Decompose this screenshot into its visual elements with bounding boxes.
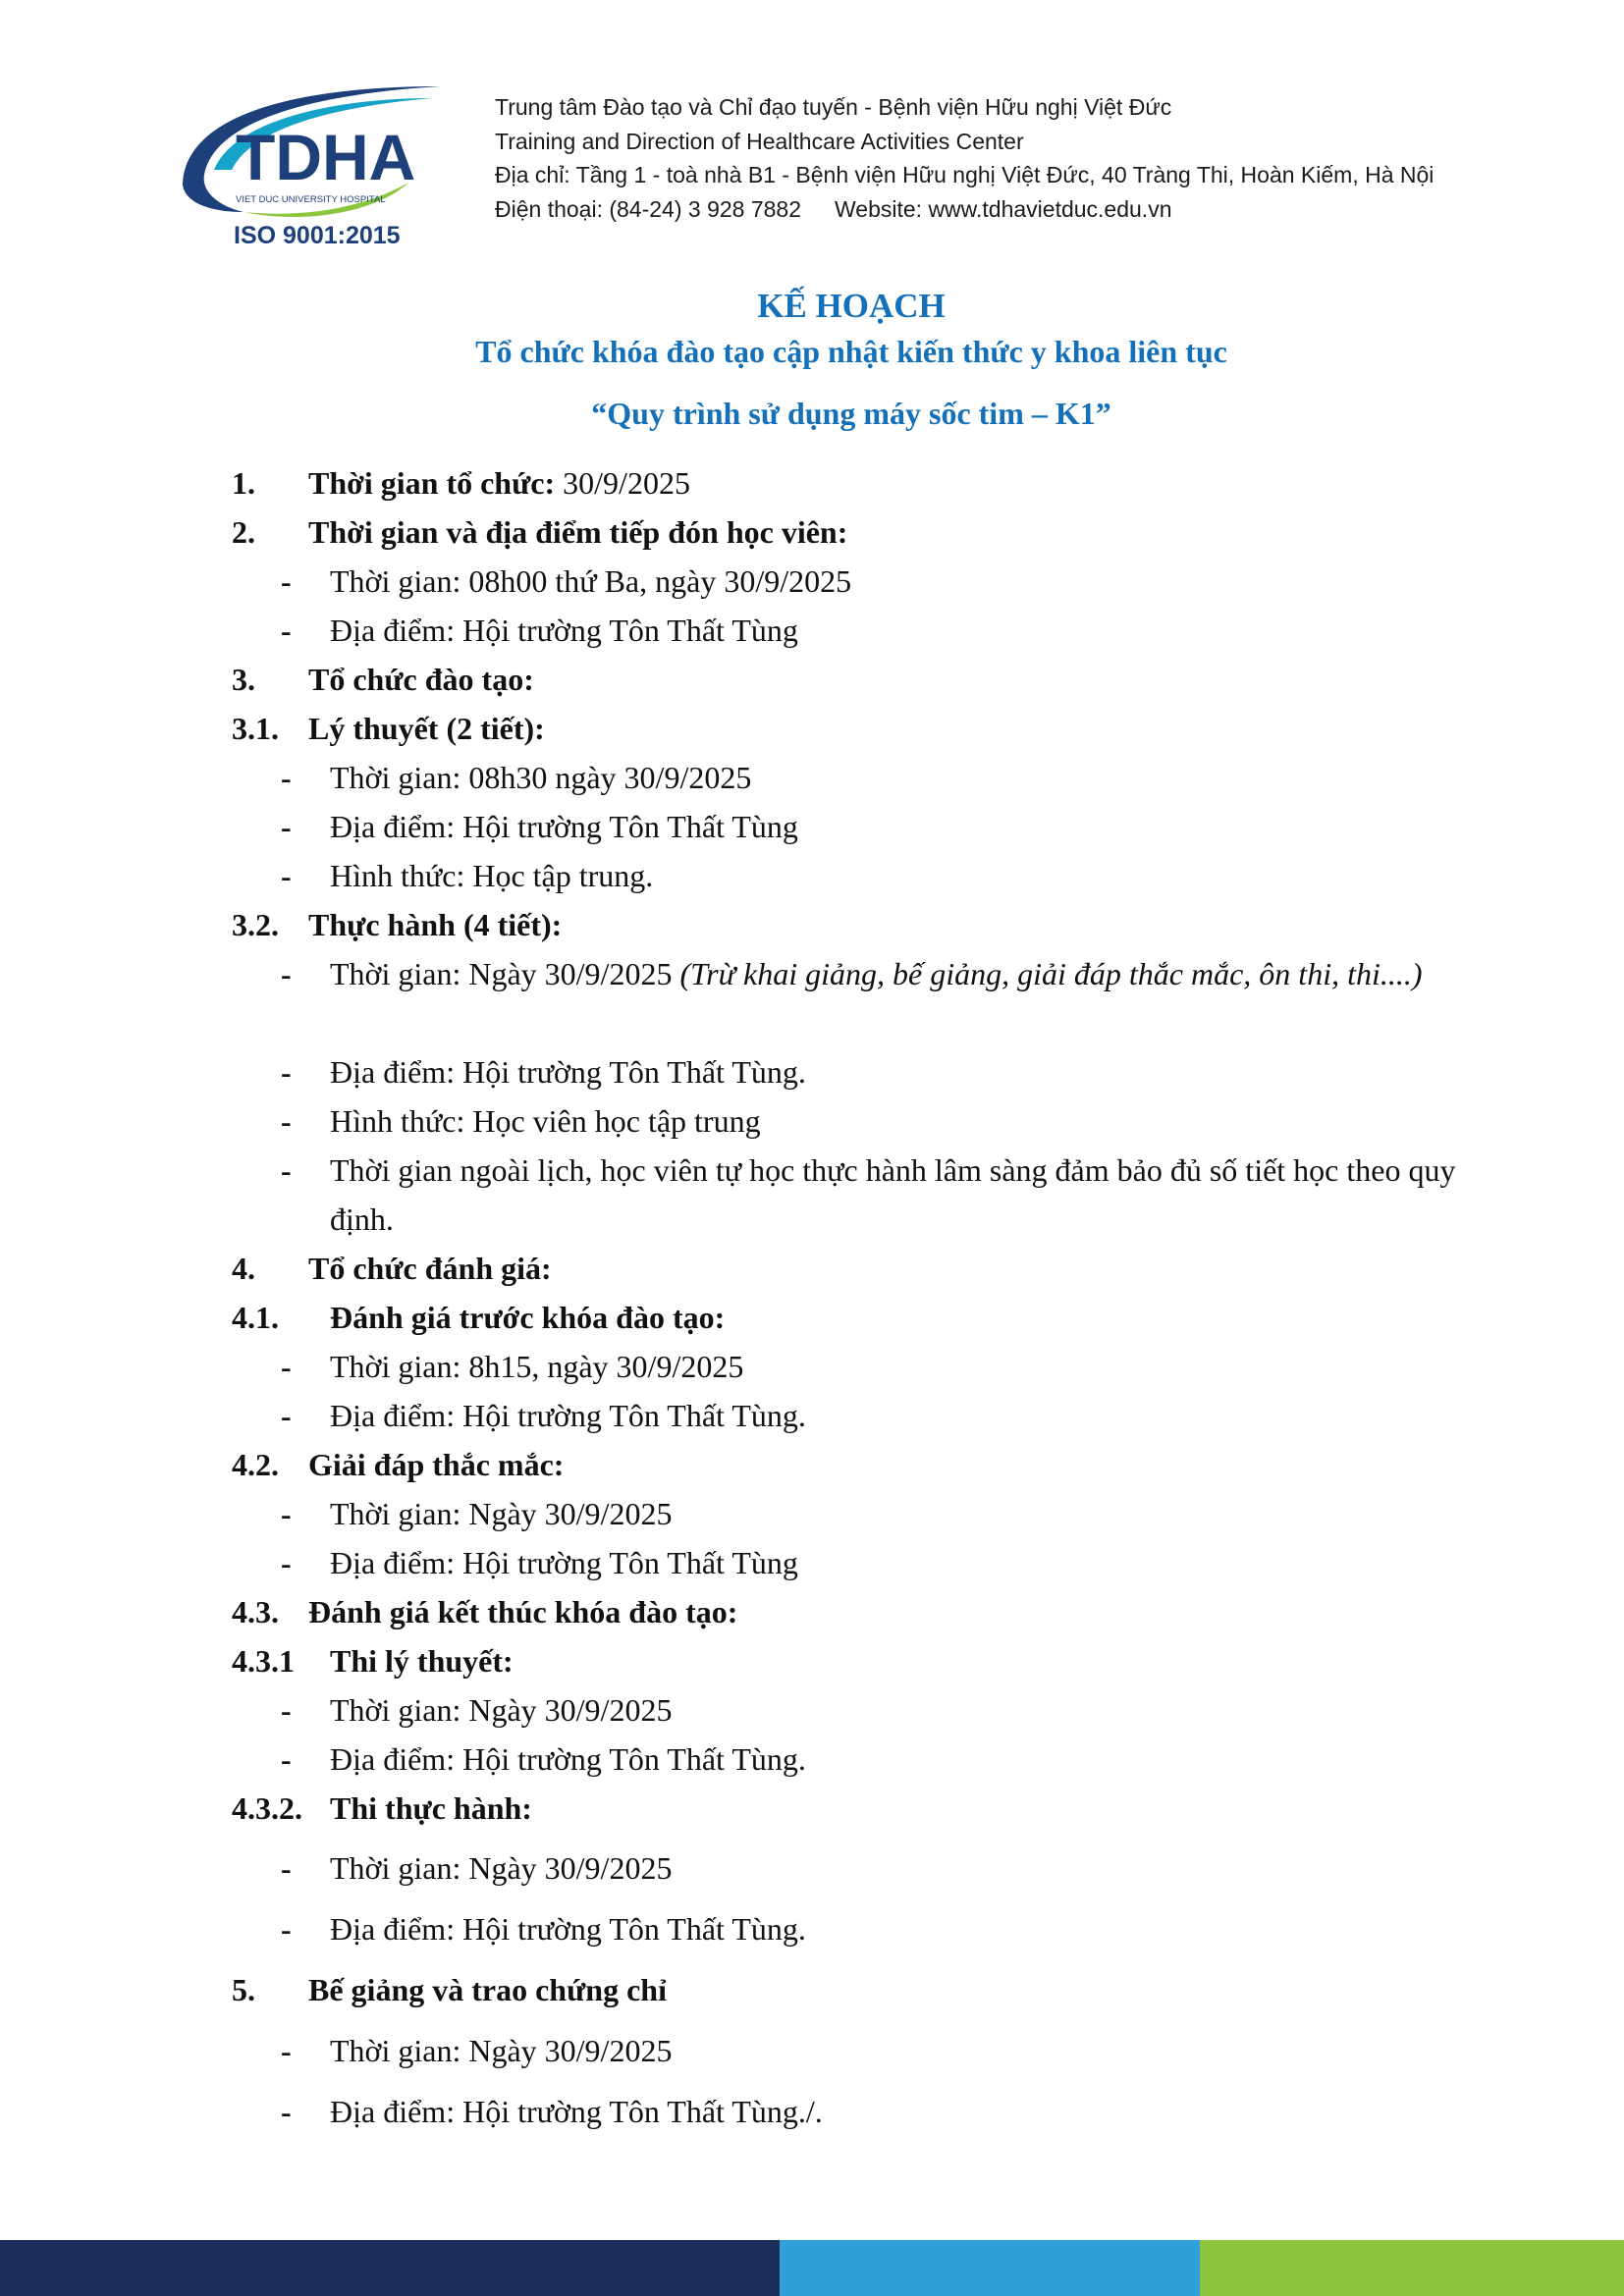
section-heading: Đánh giá kết thúc khóa đào tạo: xyxy=(308,1594,738,1629)
section-heading: Thi lý thuyết: xyxy=(330,1643,514,1679)
tdha-logo-graphic xyxy=(175,77,440,258)
section-number: 4.3. xyxy=(232,1594,279,1629)
section-number: 3.2. xyxy=(232,907,279,942)
tdha-logo xyxy=(175,77,440,258)
document-title: KẾ HOẠCH xyxy=(757,287,946,325)
section-number: 4.2. xyxy=(232,1447,279,1482)
section-heading: Thời gian tổ chức: 30/9/2025 xyxy=(308,465,690,501)
section-number: 4.3.2. xyxy=(232,1790,302,1826)
footer-color-bar xyxy=(0,2240,1624,2296)
document-subtitle: Tổ chức khóa đào tạo cập nhật kiến thức y khoa liên tục xyxy=(475,334,1227,369)
section-number: 4.3.1 xyxy=(232,1643,295,1679)
footer-segment-navy xyxy=(0,2240,780,2296)
section-number: 4. xyxy=(232,1251,255,1286)
section-heading: Giải đáp thắc mắc: xyxy=(308,1447,565,1482)
section-heading: Thi thực hành: xyxy=(330,1790,532,1826)
section-number: 4.1. xyxy=(232,1300,279,1335)
logo-cert: ISO 9001:2015 xyxy=(234,222,401,249)
header-line-3: Địa chỉ: Tầng 1 - toà nhà B1 - Bệnh viện Hữu nghị Việt Đức, 40 Tràng Thi, Hoàn Kiếm, Hà Nội xyxy=(495,162,1435,187)
section-number: 5. xyxy=(232,1972,255,2007)
header-line-4 xyxy=(495,192,1434,227)
header-line-1: Trung tâm Đào tạo và Chỉ đạo tuyến - Bệnh viện Hữu nghị Việt Đức xyxy=(495,94,1172,120)
section-heading: Tổ chức đào tạo: xyxy=(308,662,534,697)
header-website: Website: www.tdhavietduc.edu.vn xyxy=(835,195,1172,222)
section-number: 3.1. xyxy=(232,711,279,746)
logo-text: TDHA xyxy=(236,121,416,193)
practice-time: Thời gian: Ngày 30/9/2025 (Trừ khai giảng, bế giảng, giải đáp thắc mắc, ôn thi, thi....) xyxy=(330,956,1423,991)
self-study-note: Thời gian ngoài lịch, học viên tự học thực hành lâm sàng đảm bảo đủ số tiết học theo quy định. xyxy=(330,1152,1456,1237)
header-info xyxy=(495,90,1434,226)
course-name: “Quy trình sử dụng máy sốc tim – K1” xyxy=(591,396,1111,431)
logo-subtext: VIET DUC UNIVERSITY HOSPITAL xyxy=(236,194,386,205)
section-heading: Tổ chức đánh giá: xyxy=(308,1251,552,1286)
section-heading: Thời gian và địa điểm tiếp đón học viên: xyxy=(308,514,848,550)
footer-segment-green xyxy=(1200,2240,1624,2296)
section-number: 2. xyxy=(232,514,255,550)
section-number: 1. xyxy=(232,465,255,501)
section-heading: Thực hành (4 tiết): xyxy=(308,907,563,942)
document-title-block xyxy=(0,287,1624,433)
header-phone: Điện thoại: (84-24) 3 928 7882 xyxy=(495,195,801,222)
section-heading: Lý thuyết (2 tiết): xyxy=(308,711,545,746)
header-line-2: Training and Direction of Healthcare Activities Center xyxy=(495,128,1024,154)
footer-segment-blue xyxy=(780,2240,1200,2296)
section-heading: Bế giảng và trao chứng chỉ xyxy=(308,1972,667,2007)
section-heading: Đánh giá trước khóa đào tạo: xyxy=(330,1300,726,1335)
section-number: 3. xyxy=(232,662,255,697)
